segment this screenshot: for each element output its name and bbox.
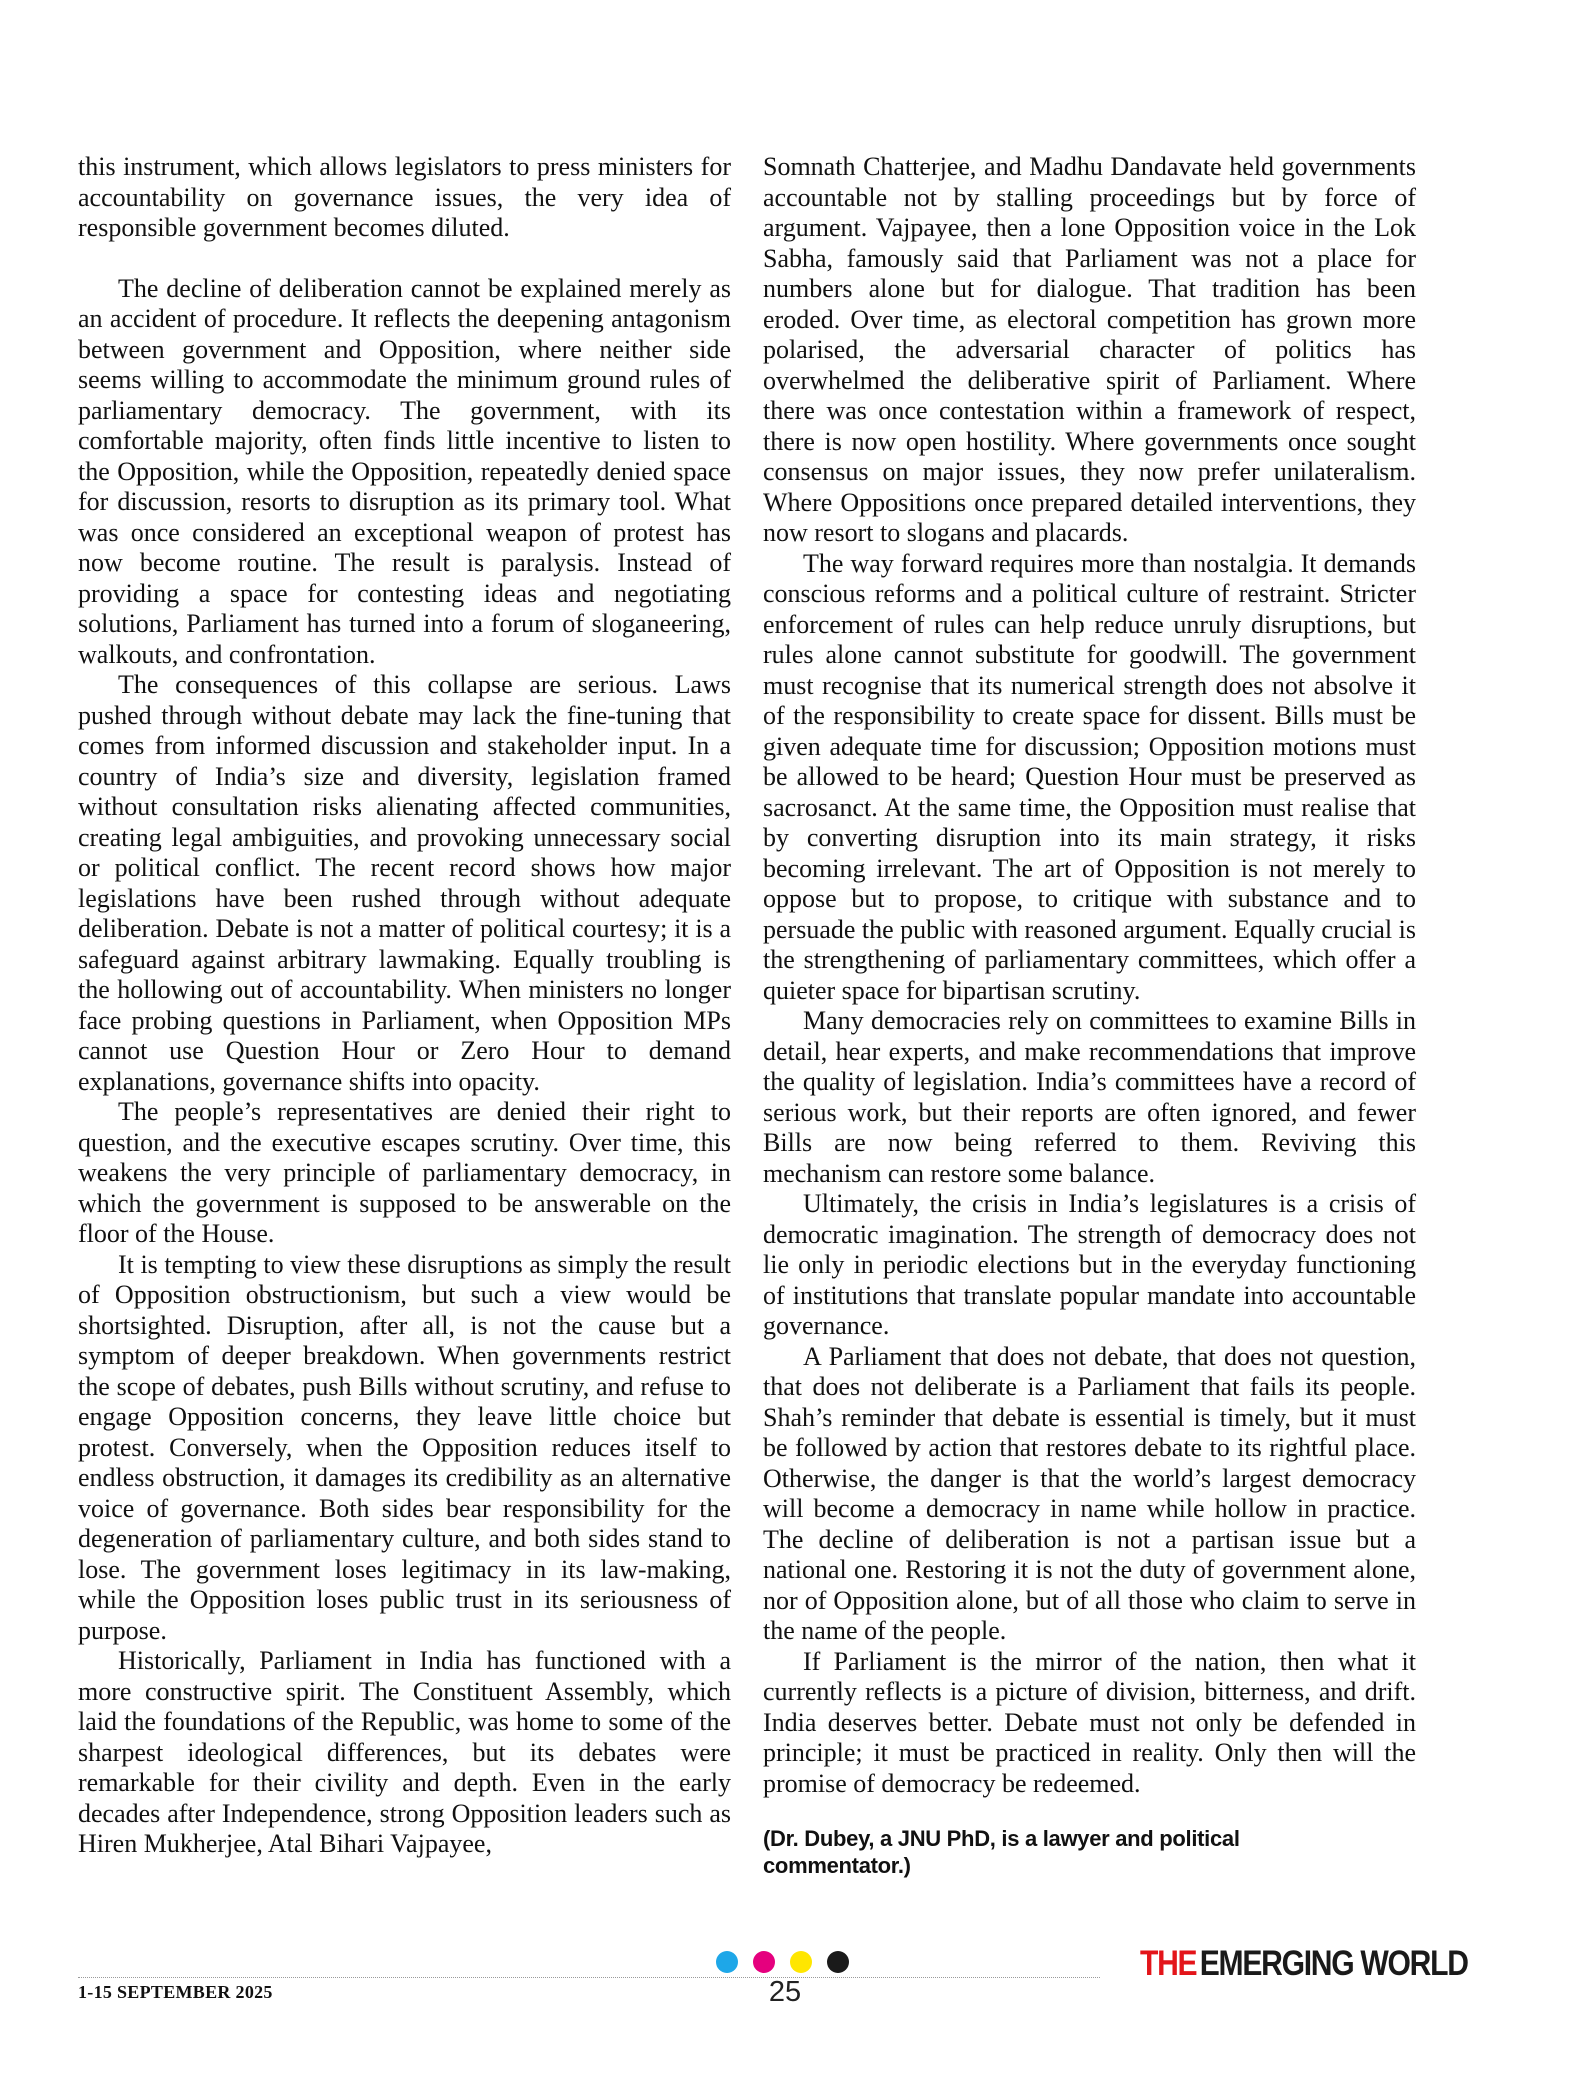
paragraph: The decline of deliberation cannot be explained merely as an accident of procedure. It reflects the deepening antagonism between government and Opposition, where neither side seems willing to accommodate the minimum ground rules of parliamentary democracy. The government, with its comfortable majority, often finds little incentive to listen to the Opposition, while the Opposition, repeatedly denied space for discussion, resorts to disruption as its primary tool. What was once considered an exceptional weapon of protest has now become routine. The result is paralysis. Instead of providing a space for contesting ideas and negotiating solutions, Parliament has turned into a forum of sloganeering, walkouts, and confrontation. — [78, 273, 731, 669]
paragraph: Historically, Parliament in India has functioned with a more constructive spirit. The Constituent Assembly, which laid the foundations of the Republic, was home to some of the sharpest ideological differences, but its debates were remarkable for their civility and depth. Even in the early decades after Independence, strong Opposition leaders such as Hiren Mukherjee, Atal Bihari Vajpayee, — [78, 1646, 731, 1858]
author-bio: (Dr. Dubey, a JNU PhD, is a lawyer and political commentator.) — [763, 1826, 1240, 1878]
paragraph: If Parliament is the mirror of the nation, then what it currently reflects is a picture of division, bitterness, and drift. India deserves better. Debate must not only be defended in principle; it must be practiced in reality. Only then will the promise of democracy be redeemed. — [763, 1646, 1416, 1798]
cyan-dot-icon — [716, 1951, 738, 1973]
footer-divider — [78, 1977, 1100, 1978]
logo-the: THE — [1140, 1944, 1197, 1983]
paragraph: The consequences of this collapse are serious. Laws pushed through without debate may lack the fine-tuning that comes from informed discussion and stakeholder input. In a country of India’s size and diversity, legislation framed without consultation risks alienating affected communities, creating legal ambiguities, and provoking unnecessary social or political conflict. The recent record shows how major legislations have been rushed through without adequate deliberation. Debate is not a matter of political courtesy; it is a safeguard against arbitrary lawmaking. Equally troubling is the hollowing out of accountability. When ministers no longer face probing questions in Parliament, when Opposition MPs cannot use Question Hour or Zero Hour to demand explanations, governance shifts into opacity. — [78, 670, 731, 1096]
paragraph: Many democracies rely on committees to examine Bills in detail, hear experts, and make recommendations that improve the quality of legislation. India’s committees have a record of serious work, but their reports are often ignored, and fewer Bills are now being referred to them. Reviving this mechanism can restore some balance. — [763, 1006, 1416, 1188]
issue-date: 1-15 SEPTEMBER 2025 — [78, 1982, 273, 2002]
publication-logo — [1140, 1944, 1468, 1984]
black-dot-icon — [827, 1951, 849, 1973]
paragraph: Somnath Chatterjee, and Madhu Dandavate held governments accountable not by stalling proceedings but by force of argument. Vajpayee, then a lone Opposition voice in the Lok Sabha, famously said that Parliament was not a place for numbers alone but for dialogue. That tradition has been eroded. Over time, as electoral competition has grown more polarised, the adversarial character of politics has overwhelmed the deliberative spirit of Parliament. Where there was once contestation within a framework of respect, there is now open hostility. Where governments once sought consensus on major issues, they now prefer unilateralism. Where Oppositions once prepared detailed interventions, they now resort to slogans and placards. — [763, 152, 1416, 547]
paragraph: Ultimately, the crisis in India’s legislatures is a crisis of democratic imagination. The strength of democracy does not lie only in periodic elections but in the everyday functioning of institutions that translate popular mandate into accountable governance. — [763, 1189, 1416, 1340]
paragraph: A Parliament that does not debate, that does not question, that does not deliberate is a Parliament that fails its people. Shah’s reminder that debate is essential is timely, but it must be followed by action that restores debate to its rightful place. Otherwise, the danger is that the world’s largest democracy will become a democracy in name while hollow in practice. The decline of deliberation is not a partisan issue but a national one. Restoring it is not the duty of government alone, nor of Opposition alone, but of all those who claim to serve in the name of the people. — [763, 1341, 1416, 1645]
article-right-column — [763, 152, 1416, 1879]
paragraph: It is tempting to view these disruptions as simply the result of Opposition obstructionism, but such a view would be shortsighted. Disruption, after all, is not the cause but a symptom of deeper breakdown. When governments restrict the scope of debates, push Bills without scrutiny, and refuse to engage Opposition concerns, they leave little choice but protest. Conversely, when the Opposition reduces itself to endless obstruction, it damages its credibility as an alternative voice of governance. Both sides bear responsibility for the degeneration of parliamentary culture, and both sides stand to lose. The government loses legitimacy in its law-making, while the Opposition loses public trust in its seriousness of purpose. — [78, 1249, 731, 1645]
paragraph: The people’s representatives are denied their right to question, and the executive escapes scrutiny. Over time, this weakens the very principle of parliamentary democracy, in which the government is supposed to be answerable on the floor of the House. — [78, 1097, 731, 1248]
paragraph: The way forward requires more than nostalgia. It demands conscious reforms and a political culture of restraint. Stricter enforcement of rules can help reduce unruly disruptions, but rules alone cannot substitute for goodwill. The government must recognise that its numerical strength does not absolve it of the responsibility to create space for dissent. Bills must be given adequate time for discussion; Opposition motions must be allowed to be heard; Question Hour must be preserved as sacrosanct. At the same time, the Opposition must realise that by converting disruption into its main strategy, it risks becoming irrelevant. The art of Opposition is not merely to oppose but to propose, to critique with substance and to persuade the public with reasoned argument. Equally crucial is the strengthening of parliamentary committees, which offer a quieter space for bipartisan scrutiny. — [763, 548, 1416, 1005]
logo-emerging-world: EMERGING WORLD — [1199, 1944, 1468, 1983]
paragraph: this instrument, which allows legislators to press ministers for accountability on governance issues, the very idea of responsible government becomes diluted. — [78, 152, 731, 242]
page-number: 25 — [768, 1976, 802, 2008]
yellow-dot-icon — [790, 1951, 812, 1973]
article-left-column — [78, 152, 731, 1860]
magenta-dot-icon — [753, 1951, 775, 1973]
